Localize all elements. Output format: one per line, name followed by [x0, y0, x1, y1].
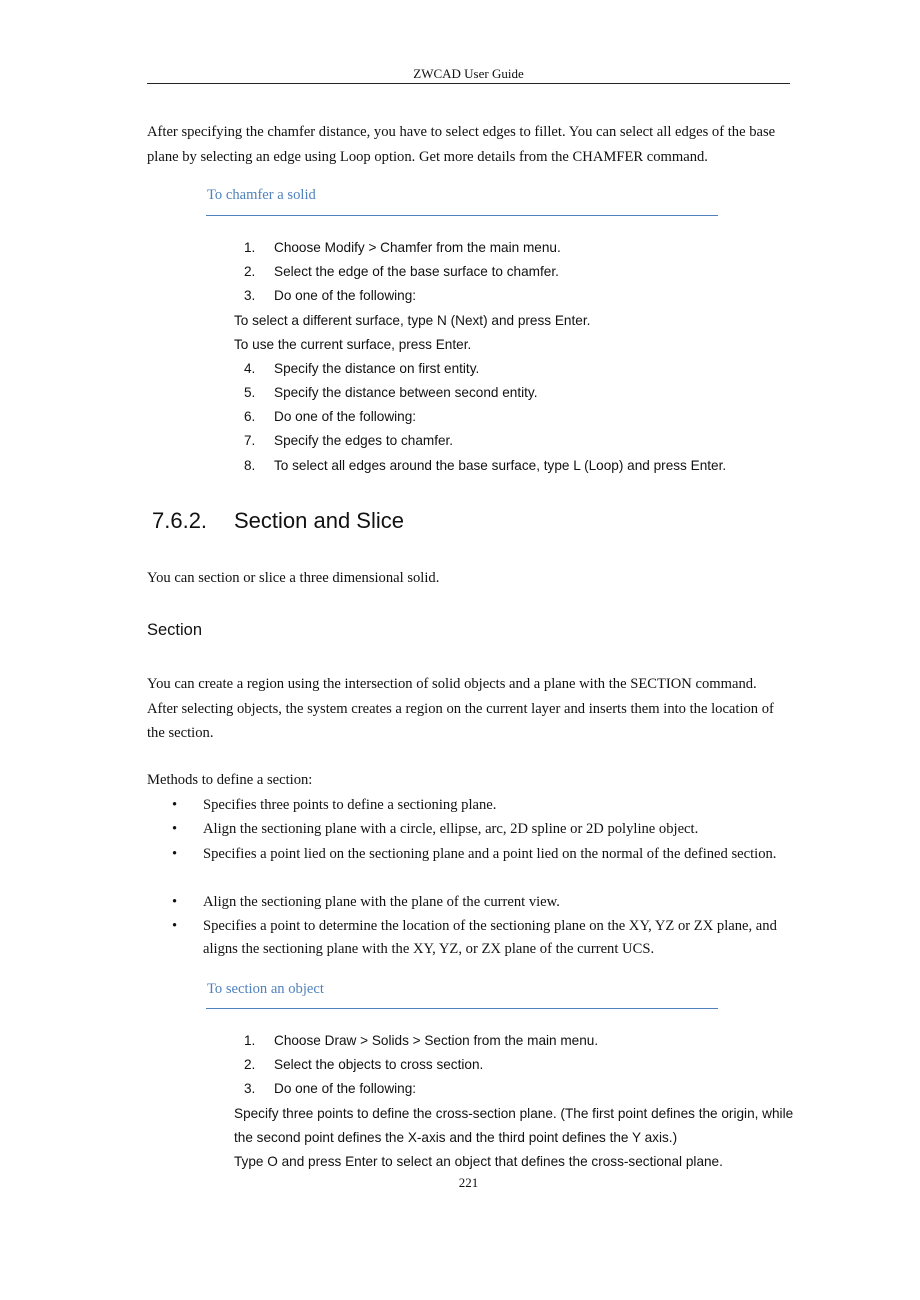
chamfer-step-2: 2. Select the edge of the base surface to chamfer. [244, 264, 559, 279]
section-heading: 7.6.2. Section and Slice [152, 508, 404, 533]
section-intro: You can section or slice a three dimensional solid. [147, 570, 440, 586]
chamfer-step-3: 3. Do one of the following: [244, 288, 417, 303]
chamfer-step-7: 7. Specify the edges to chamfer. [244, 433, 454, 448]
section-step-2: 2. Select the objects to cross section. [244, 1057, 484, 1072]
chamfer-sub-option-2: To use the current surface, press Enter. [234, 337, 472, 352]
section-paragraph: You can create a region using the intersection of solid objects and a plane with the SECTION command. After selecting objects, the system creates a region on the current layer and inserts them into the location of the section. [147, 676, 774, 741]
chamfer-step-4: 4. Specify the distance on first entity. [244, 361, 480, 376]
header-rule [147, 83, 790, 84]
bullet-item: • Specifies a point to determine the location of the sectioning plane on the XY, YZ or ZX plane, and aligns the sectioning plane with the XY, YZ, or ZX plane of the current UCS. [172, 918, 777, 957]
bullet-item: • Specifies three points to define a sectioning plane. [172, 797, 497, 813]
section-sub-option-2: Type O and press Enter to select an object that defines the cross-sectional plane. [234, 1154, 723, 1169]
bullet-item: • Specifies a point lied on the sectioning plane and a point lied on the normal of the defined section. [172, 846, 777, 862]
procedure-title-section: To section an object [207, 981, 324, 997]
chamfer-step-8: 8. To select all edges around the base surface, type L (Loop) and press Enter. [244, 458, 727, 473]
bullet-item: • Align the sectioning plane with a circle, ellipse, arc, 2D spline or 2D polyline object. [172, 821, 699, 837]
chamfer-sub-option-1: To select a different surface, type N (Next) and press Enter. [234, 313, 591, 328]
section-step-1: 1. Choose Draw > Solids > Section from the main menu. [244, 1033, 599, 1048]
chamfer-step-1: 1. Choose Modify > Chamfer from the main menu. [244, 240, 561, 255]
procedure-rule [206, 1008, 718, 1009]
subheading-section: Section [147, 621, 203, 639]
methods-label: Methods to define a section: [147, 772, 313, 788]
section-sub-option-1: Specify three points to define the cross-section plane. (The first point defines the origin, while the second point defines the X-axis and the third point defines the Y axis.) [234, 1106, 794, 1146]
procedure-rule [206, 215, 718, 216]
section-step-3: 3. Do one of the following: [244, 1081, 417, 1096]
chamfer-step-5: 5. Specify the distance between second entity. [244, 385, 538, 400]
intro-paragraph: After specifying the chamfer distance, you have to select edges to fillet. You can select all edges of the base plane by selecting an edge using Loop option. Get more details from the CHAMFER command. [147, 124, 776, 165]
chamfer-step-6: 6. Do one of the following: [244, 409, 417, 424]
bullet-item: • Align the sectioning plane with the plane of the current view. [172, 894, 560, 910]
procedure-title-chamfer: To chamfer a solid [207, 187, 316, 203]
running-header: ZWCAD User Guide [413, 66, 524, 81]
page-number: 221 [458, 1175, 479, 1190]
